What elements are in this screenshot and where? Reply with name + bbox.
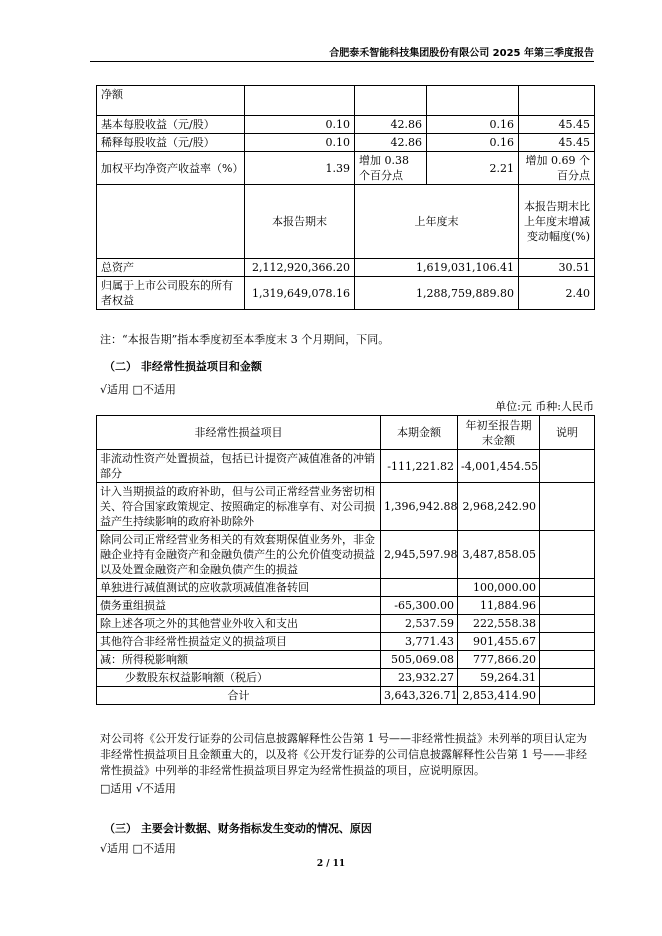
table-header-row — [97, 416, 595, 450]
item-cell: 除同公司正常经营业务相关的有效套期保值业务外，非金融企业持有金融资产和金融负债产生的公允价值变动损益以及处置金融资产和金融负债产生的损益 — [97, 531, 381, 579]
table-cell: 增加 0.69 个百分点 — [519, 152, 595, 185]
current-cell: 1,396,942.88 — [381, 483, 458, 531]
table-cell: 42.86 — [355, 134, 427, 152]
note-cell — [540, 597, 595, 615]
table-row — [97, 579, 595, 597]
unit-label: 单位:元 币种:人民币 — [495, 400, 594, 413]
explanation-paragraph: 对公司将《公开发行证券的公司信息披露解释性公告第 1 号——非经常性损益》未列举的项目认定为非经常性损益项目且金额重大的，以及将《公开发行证券的公司信息披露解释性公告第 1 号——非经常性损益》中列举的非经常性损益项目界定为经常性损益的项目，应说明原因。 — [100, 732, 587, 777]
table-row — [97, 633, 595, 651]
table-cell: 1.39 — [245, 152, 355, 185]
note-cell — [540, 615, 595, 633]
table-cell: 42.86 — [355, 116, 427, 134]
row-label: 净额 — [97, 86, 245, 116]
note-cell — [540, 579, 595, 597]
col-header-change: 本报告期末比上年度末增减变动幅度(%) — [519, 185, 595, 259]
page-number: 2 / 11 — [316, 859, 346, 869]
total-ytd: 2,853,414.90 — [458, 687, 540, 705]
item-cell: 其他符合非经常性损益定义的损益项目 — [97, 633, 381, 651]
table-row — [97, 669, 595, 687]
current-cell: 2,537.59 — [381, 615, 458, 633]
item-cell: 减：所得税影响额 — [97, 651, 381, 669]
ytd-cell: 100,000.00 — [458, 579, 540, 597]
ytd-cell: -4,001,454.55 — [458, 450, 540, 483]
table-row — [97, 450, 595, 483]
section2-applicable: √适用 □不适用 — [100, 383, 176, 396]
col-header-period-end: 本报告期末 — [245, 185, 355, 259]
table-cell: 1,319,649,078.16 — [245, 277, 355, 310]
table-row — [97, 531, 595, 579]
table-row — [97, 597, 595, 615]
item-cell: 除上述各项之外的其他营业外收入和支出 — [97, 615, 381, 633]
table-row — [97, 152, 595, 185]
table-cell: 0.10 — [245, 134, 355, 152]
item-cell: 计入当期损益的政府补助，但与公司正常经营业务密切相关、符合国家政策规定、按照确定的标准享有、对公司损益产生持续影响的政府补助除外 — [97, 483, 381, 531]
col-header-ytd: 年初至报告期末金额 — [458, 416, 540, 450]
section3-applicable: √适用 □不适用 — [100, 842, 176, 855]
table-row — [97, 116, 595, 134]
section3-title: （三） 主要会计数据、财务指标发生变动的情况、原因 — [104, 822, 372, 835]
total-label: 合计 — [97, 687, 381, 705]
total-current: 3,643,326.71 — [381, 687, 458, 705]
note-cell — [540, 651, 595, 669]
table-cell: 0.10 — [245, 116, 355, 134]
table-row — [97, 185, 595, 259]
table-row — [97, 86, 595, 116]
section2-title: （二） 非经常性损益项目和金额 — [104, 360, 262, 373]
ytd-cell: 11,884.96 — [458, 597, 540, 615]
col-header-prev-year-end: 上年度末 — [355, 185, 519, 259]
current-cell: -111,221.82 — [381, 450, 458, 483]
table-cell: 45.45 — [519, 134, 595, 152]
total-note — [540, 687, 595, 705]
item-cell: 单独进行减值测试的应收款项减值准备转回 — [97, 579, 381, 597]
table-row — [97, 277, 595, 310]
ytd-cell: 777,866.20 — [458, 651, 540, 669]
row-label: 加权平均净资产收益率（%） — [97, 152, 245, 185]
ytd-cell: 2,968,242.90 — [458, 483, 540, 531]
section2-applicable2: □适用 √不适用 — [100, 782, 176, 795]
table-cell: 2.40 — [519, 277, 595, 310]
note-cell — [540, 483, 595, 531]
table-row — [97, 651, 595, 669]
current-cell: 2,945,597.98 — [381, 531, 458, 579]
table-row — [97, 134, 595, 152]
ytd-cell: 3,487,858.05 — [458, 531, 540, 579]
table-cell: 1,619,031,106.41 — [355, 259, 519, 277]
current-cell — [381, 579, 458, 597]
note-cell — [540, 633, 595, 651]
item-cell: 非流动性资产处置损益，包括已计提资产减值准备的冲销部分 — [97, 450, 381, 483]
current-cell: 3,771.43 — [381, 633, 458, 651]
col-header-current: 本期金额 — [381, 416, 458, 450]
note-cell — [540, 669, 595, 687]
page-header: 合肥泰禾智能科技集团股份有限公司 2025 年第三季度报告 — [90, 44, 594, 62]
note-cell — [540, 531, 595, 579]
table-cell: 增加 0.38 个百分点 — [355, 152, 427, 185]
table-cell: 0.16 — [427, 116, 519, 134]
note-cell — [540, 450, 595, 483]
table-cell: 45.45 — [519, 116, 595, 134]
item-cell: 债务重组损益 — [97, 597, 381, 615]
row-label: 基本每股收益（元/股） — [97, 116, 245, 134]
table-row — [97, 259, 595, 277]
row-label: 总资产 — [97, 259, 245, 277]
ytd-cell: 59,264.31 — [458, 669, 540, 687]
key-financials-table — [96, 85, 595, 310]
row-label: 稀释每股收益（元/股） — [97, 134, 245, 152]
table-cell: 30.51 — [519, 259, 595, 277]
item-cell: 少数股东权益影响额（税后） — [97, 669, 381, 687]
table-cell: 1,288,759,889.80 — [355, 277, 519, 310]
table-total-row — [97, 687, 595, 705]
ytd-cell: 901,455.67 — [458, 633, 540, 651]
col-header-note: 说明 — [540, 416, 595, 450]
table-cell: 2,112,920,366.20 — [245, 259, 355, 277]
current-cell: 23,932.27 — [381, 669, 458, 687]
ytd-cell: 222,558.38 — [458, 615, 540, 633]
row-label: 归属于上市公司股东的所有者权益 — [97, 277, 245, 310]
col-header-item: 非经常性损益项目 — [97, 416, 381, 450]
note-text: 注：“本报告期”指本季度初至本季度末 3 个月期间，下同。 — [100, 333, 390, 346]
current-cell: -65,300.00 — [381, 597, 458, 615]
current-cell: 505,069.08 — [381, 651, 458, 669]
table-row — [97, 483, 595, 531]
table-cell: 2.21 — [427, 152, 519, 185]
table-cell: 0.16 — [427, 134, 519, 152]
non-recurring-table — [96, 415, 595, 705]
table-row — [97, 615, 595, 633]
